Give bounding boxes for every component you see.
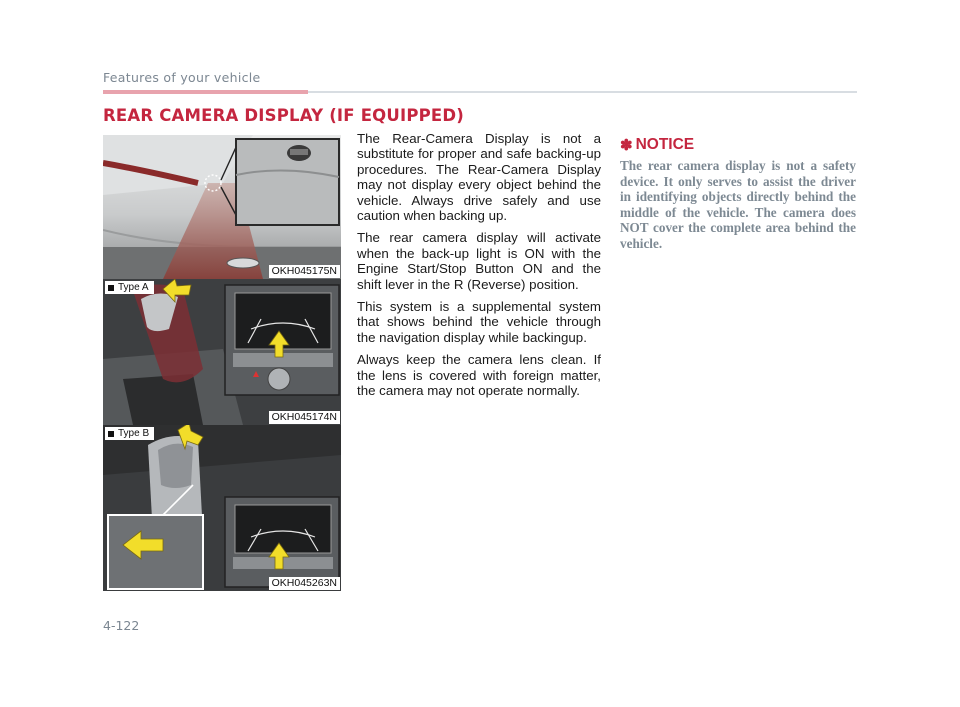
notice-heading [620,136,694,154]
body-text-column [357,131,601,406]
figure-rear-camera-location [103,135,341,279]
bullet-square-icon [108,431,114,437]
body-paragraph: Always keep the camera lens clean. If the lens is covered with foreign matter, the camera may not operate normally. [357,352,601,399]
type-a-label: Type A [105,281,154,294]
figure-code: OKH045263N [269,577,340,590]
body-paragraph: The rear camera display will activate when the back-up light is ON with the Engine Start/Stop Button ON and the shift lever in the R (Reverse) position. [357,230,601,292]
figure-code: OKH045175N [269,265,340,278]
page-number: 4-122 [103,618,140,633]
figure-code: OKH045174N [269,411,340,424]
page-title: REAR CAMERA DISPLAY (IF EQUIPPED) [103,106,465,125]
figure-type-b [103,425,341,591]
type-b-label: Type B [105,427,154,440]
type-b-console-illustration [103,425,341,591]
notice-heading-text: NOTICE [635,136,695,153]
header-accent-rule [103,90,308,94]
figure-type-a [103,279,341,425]
type-a-console-illustration [103,279,341,425]
body-paragraph: This system is a supplemental system that shows behind the vehicle through the navigation display while backingup. [357,299,601,345]
bullet-square-icon [108,285,114,291]
header-divider-rule [308,91,857,93]
rear-car-illustration [103,135,341,279]
notice-text: The rear camera display is not a safety device. It only serves to assist the driver in identifying objects directly behind the middle of the vehicle. The camera does NOT cover the complete area behind the vehicle. [620,158,856,251]
notice-star-icon: ✽ [620,137,633,154]
section-header: Features of your vehicle [103,70,261,85]
body-paragraph: The Rear-Camera Display is not a substitute for proper and safe backing-up procedures. The Rear-Camera Display may not display every object behind the vehicle. Always drive safely and use caution when backing up. [357,131,601,224]
